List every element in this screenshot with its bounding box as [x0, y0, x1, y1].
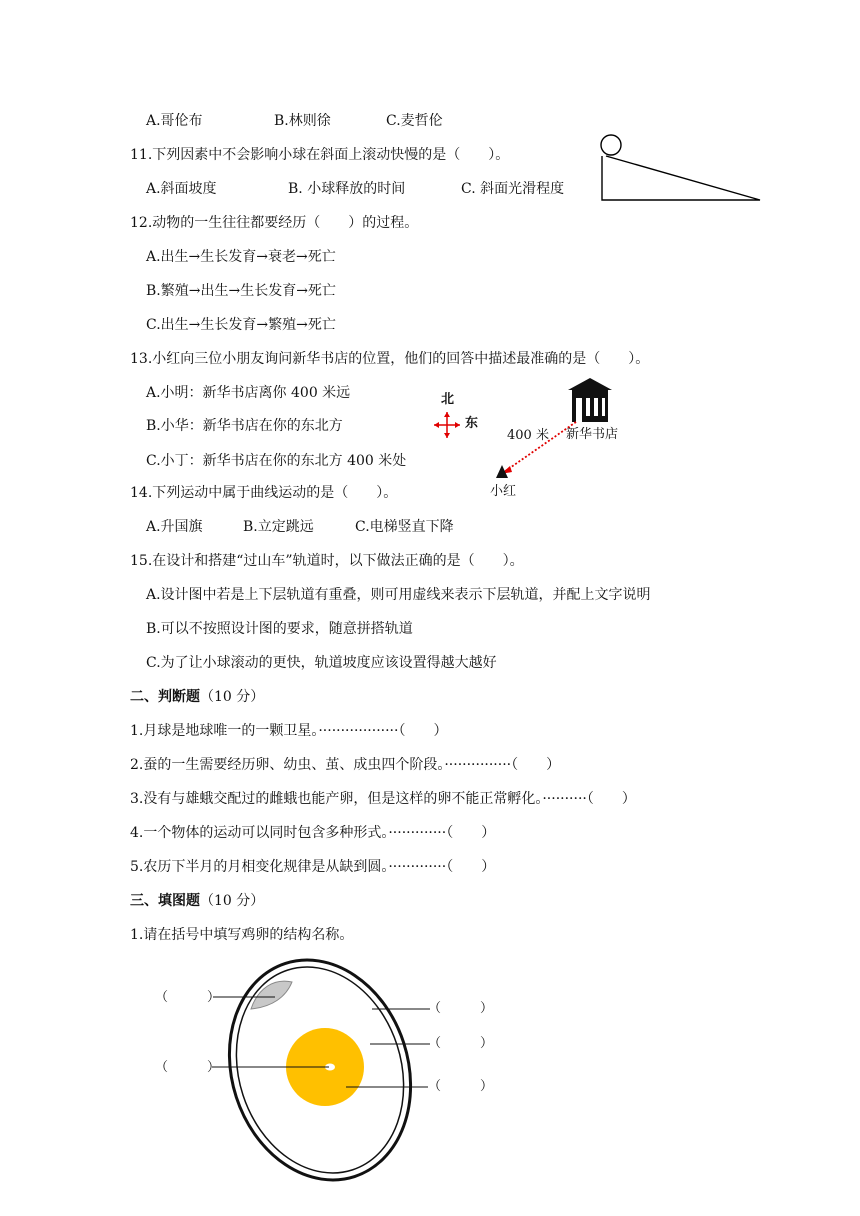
- q13-stem: 13.小红向三位小朋友询问新华书店的位置，他们的回答中描述最准确的是（ ）。: [130, 351, 650, 367]
- judge-item-5: 5.农历下半月的月相变化规律是从缺到圆。·············（ ）: [130, 859, 496, 875]
- egg-blank-shell: （ ）: [428, 1001, 494, 1016]
- egg-blank-air-cell: （ ）: [155, 990, 221, 1005]
- q12-option-c: C.出生→生长发育→繁殖→死亡: [146, 317, 336, 333]
- q15-stem: 15.在设计和搭建“过山车”轨道时，以下做法正确的是（ ）。: [130, 553, 524, 569]
- judge-item-4: 4.一个物体的运动可以同时包含多种形式。·············（ ）: [130, 825, 496, 841]
- map-east-label: 东: [465, 416, 479, 431]
- q14-option-b: B.立定跳远: [243, 519, 314, 535]
- q12-stem: 12.动物的一生往往都要经历（ ）的过程。: [130, 215, 419, 231]
- route-arrow: [490, 418, 580, 482]
- q14-option-a: A.升国旗: [146, 519, 203, 535]
- q10-option-a: A.哥伦布: [146, 113, 203, 129]
- map-north-label: 北: [441, 392, 455, 407]
- egg-blank-disc: （ ）: [155, 1060, 221, 1075]
- q11-option-a: A.斜面坡度: [146, 181, 217, 197]
- section3-heading: [130, 891, 264, 911]
- q13-option-a: A.小明：新华书店离你 400 米远: [146, 385, 351, 401]
- egg-blank-yolk: （ ）: [428, 1079, 494, 1094]
- section2-title: 二、判断题: [130, 689, 200, 705]
- q14-stem: 14.下列运动中属于曲线运动的是（ ）。: [130, 485, 398, 501]
- judge-item-3: 3.没有与雄蛾交配过的雌蛾也能产卵，但是这样的卵不能正常孵化。··········（ ）: [130, 791, 636, 807]
- q12-option-a: A.出生→生长发育→衰老→死亡: [146, 249, 336, 265]
- section3-q1: 1.请在括号中填写鸡卵的结构名称。: [130, 927, 354, 943]
- judge-item-1: 1.月球是地球唯一的一颗卫星。··················（ ）: [130, 723, 448, 739]
- map-distance-label: 400 米: [507, 428, 549, 443]
- q13-option-c: C.小丁：新华书店在你的东北方 400 米处: [146, 453, 407, 469]
- ball-icon: [601, 135, 621, 155]
- section2-heading: [130, 687, 264, 707]
- map-person-label: 小红: [490, 484, 517, 499]
- map-store-label: 新华书店: [566, 427, 619, 442]
- q10-option-c: C.麦哲伦: [386, 113, 443, 129]
- slope-diagram: [598, 132, 763, 204]
- section3-title: 三、填图题: [130, 893, 200, 909]
- q13-option-b: B.小华：新华书店在你的东北方: [146, 418, 343, 434]
- section3-score: （10 分）: [200, 893, 265, 909]
- q12-option-b: B.繁殖→出生→生长发育→死亡: [146, 283, 336, 299]
- compass-icon: [432, 410, 462, 440]
- egg-blank-white: （ ）: [428, 1036, 494, 1051]
- q14-option-c: C.电梯竖直下降: [355, 519, 454, 535]
- q15-option-a: A.设计图中若是上下层轨道有重叠，则可用虚线来表示下层轨道，并配上文字说明: [146, 587, 651, 603]
- q11-option-b: B. 小球释放的时间: [288, 181, 406, 197]
- judge-item-2: 2.蚕的一生需要经历卵、幼虫、茧、成虫四个阶段。···············（ ）: [130, 757, 561, 773]
- q11-stem: 11.下列因素中不会影响小球在斜面上滚动快慢的是（ ）。: [130, 147, 510, 163]
- bookstore-icon: [564, 376, 616, 424]
- q11-option-c: C. 斜面光滑程度: [461, 181, 565, 197]
- q15-option-b: B.可以不按照设计图的要求，随意拼搭轨道: [146, 621, 413, 637]
- q15-option-c: C.为了让小球滚动的更快，轨道坡度应该设置得越大越好: [146, 655, 497, 671]
- section2-score: （10 分）: [200, 689, 265, 705]
- q10-option-b: B.林则徐: [274, 113, 331, 129]
